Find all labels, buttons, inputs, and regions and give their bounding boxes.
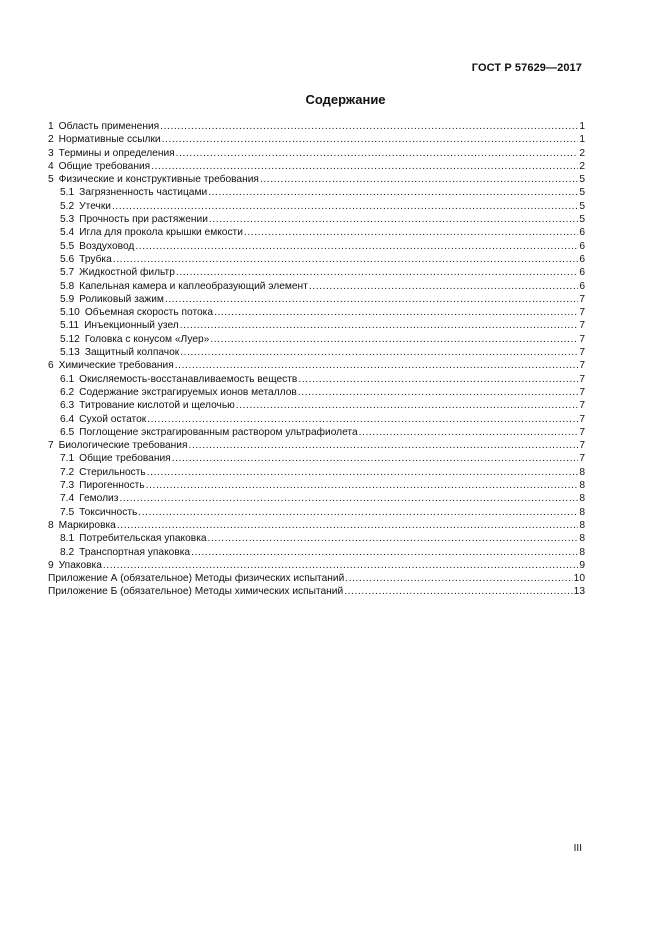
toc-entry[interactable] bbox=[48, 413, 585, 426]
toc-entry[interactable] bbox=[48, 319, 585, 332]
toc-entry-number: 5.10 bbox=[60, 307, 80, 319]
toc-dot-leader bbox=[165, 293, 578, 306]
toc-entry[interactable] bbox=[48, 479, 585, 492]
toc-entry-number: 5.6 bbox=[60, 253, 75, 265]
toc-entry[interactable] bbox=[48, 466, 585, 479]
toc-dot-leader bbox=[172, 452, 578, 465]
toc-entry-title: Трубка bbox=[79, 253, 112, 265]
toc-dot-leader bbox=[244, 226, 578, 239]
toc-entry-number: 5.2 bbox=[60, 200, 75, 212]
toc-dot-leader bbox=[146, 479, 578, 492]
toc-entry-title: Капельная камера и каплеобразующий элемент bbox=[79, 280, 308, 292]
toc-entry[interactable] bbox=[48, 253, 585, 266]
toc-entry-number: 7.5 bbox=[60, 506, 75, 518]
toc-entry-number: 7.4 bbox=[60, 493, 75, 505]
toc-dot-leader bbox=[208, 186, 578, 199]
toc-dot-leader bbox=[103, 559, 578, 572]
toc-entry-number: 5.5 bbox=[60, 240, 75, 252]
toc-entry-number: 9 bbox=[48, 559, 54, 571]
toc-entry-page: 7 bbox=[579, 307, 585, 319]
toc-entry-page: 10 bbox=[573, 573, 585, 585]
toc-entry-title: Упаковка bbox=[58, 559, 102, 571]
toc-entry-page: 7 bbox=[579, 426, 585, 438]
toc-dot-leader bbox=[119, 492, 578, 505]
toc-entry-page: 6 bbox=[579, 280, 585, 292]
toc-dot-leader bbox=[151, 160, 578, 173]
toc-entry-title: Пирогенность bbox=[79, 480, 145, 492]
toc-entry-page: 7 bbox=[579, 333, 585, 345]
toc-entry-title: Сухой остаток bbox=[79, 413, 147, 425]
toc-entry-page: 5 bbox=[579, 200, 585, 212]
toc-entry[interactable] bbox=[48, 200, 585, 213]
toc-entry-number: 8.1 bbox=[60, 533, 75, 545]
toc-entry[interactable] bbox=[48, 439, 585, 452]
toc-entry-title: Область применения bbox=[58, 121, 160, 132]
toc-entry-number: 6.2 bbox=[60, 386, 75, 398]
toc-entry-title: Окисляемость-восстанавливаемость веществ bbox=[79, 373, 298, 385]
toc-dot-leader bbox=[180, 346, 578, 359]
toc-dot-leader bbox=[298, 373, 578, 386]
toc-entry-page: 6 bbox=[579, 267, 585, 279]
toc-dot-leader bbox=[160, 120, 578, 133]
toc-entry[interactable] bbox=[48, 359, 585, 372]
toc-entry-title: Объемная скорость потока bbox=[84, 307, 214, 319]
toc-entry-number: 5.11 bbox=[60, 320, 80, 332]
toc-entry[interactable] bbox=[48, 386, 585, 399]
toc-entry[interactable] bbox=[48, 572, 585, 585]
toc-entry-title: Физические и конструктивные требования bbox=[58, 174, 259, 186]
toc-entry-page: 5 bbox=[579, 214, 585, 226]
toc-dot-leader bbox=[175, 359, 578, 372]
toc-entry-number: 5.4 bbox=[60, 227, 75, 239]
toc-entry-page: 7 bbox=[579, 413, 585, 425]
toc-entry[interactable] bbox=[48, 133, 585, 146]
toc-entry[interactable] bbox=[48, 532, 585, 545]
toc-dot-leader bbox=[162, 133, 578, 146]
toc-entry-title: Биологические требования bbox=[58, 440, 188, 452]
toc-entry-title: Приложение А (обязательное) Методы физических испытаний bbox=[48, 573, 345, 585]
toc-entry-page: 1 bbox=[579, 134, 585, 146]
toc-entry-number: 4 bbox=[48, 160, 54, 172]
toc-entry-page: 7 bbox=[579, 293, 585, 305]
toc-entry-number: 5.13 bbox=[60, 347, 80, 359]
toc-entry-number: 6 bbox=[48, 360, 54, 372]
toc-entry-title: Общие требования bbox=[58, 160, 151, 172]
toc-entry-number: 6.4 bbox=[60, 413, 75, 425]
toc-dot-leader bbox=[260, 173, 578, 186]
toc-entry-title: Общие требования bbox=[79, 453, 171, 465]
toc-entry-title: Стерильность bbox=[79, 466, 146, 478]
toc-entry-title: Химические требования bbox=[58, 360, 174, 372]
toc-entry-title: Жидкостной фильтр bbox=[79, 267, 175, 279]
toc-entry-page: 8 bbox=[579, 466, 585, 478]
toc-entry-title: Титрование кислотой и щелочью bbox=[79, 400, 235, 412]
toc-entry-title: Потребительская упаковка bbox=[79, 533, 207, 545]
toc-entry[interactable] bbox=[48, 546, 585, 559]
toc-entry-page: 8 bbox=[579, 506, 585, 518]
toc-entry-number: 5.12 bbox=[60, 333, 80, 345]
toc-entry-title: Головка с конусом «Луер» bbox=[84, 333, 210, 345]
toc-entry[interactable] bbox=[48, 226, 585, 239]
toc-dot-leader bbox=[191, 546, 578, 559]
toc-entry-page: 5 bbox=[579, 187, 585, 199]
toc-entry[interactable] bbox=[48, 147, 585, 160]
toc-entry-page: 1 bbox=[579, 121, 585, 132]
toc-entry-page: 8 bbox=[579, 533, 585, 545]
toc-dot-leader bbox=[112, 200, 578, 213]
toc-entry-page: 13 bbox=[573, 586, 585, 598]
toc-entry[interactable] bbox=[48, 213, 585, 226]
toc-entry-number: 6.3 bbox=[60, 400, 75, 412]
toc-dot-leader bbox=[138, 506, 578, 519]
toc-dot-leader bbox=[210, 333, 578, 346]
toc-entry-page: 7 bbox=[579, 373, 585, 385]
toc-entry-title: Роликовый зажим bbox=[79, 293, 164, 305]
toc-entry-page: 7 bbox=[579, 347, 585, 359]
toc-entry[interactable] bbox=[48, 173, 585, 186]
toc-entry-title: Игла для прокола крышки емкости bbox=[79, 227, 243, 239]
toc-entry-page: 7 bbox=[579, 320, 585, 332]
toc-entry-title: Термины и определения bbox=[58, 147, 175, 159]
toc-entry-number: 5.3 bbox=[60, 214, 75, 226]
toc-entry[interactable] bbox=[48, 559, 585, 572]
toc-entry[interactable] bbox=[48, 306, 585, 319]
toc-entry-number: 5.8 bbox=[60, 280, 75, 292]
toc-entry-title: Содержание экстрагируемых ионов металлов bbox=[79, 386, 297, 398]
toc-entry-title: Инъекционный узел bbox=[84, 320, 179, 332]
toc-dot-leader bbox=[176, 266, 578, 279]
toc-dot-leader bbox=[214, 306, 578, 319]
toc-entry-number: 8.2 bbox=[60, 546, 75, 558]
toc-entry[interactable] bbox=[48, 506, 585, 519]
toc-entry-number: 7.3 bbox=[60, 480, 75, 492]
toc-dot-leader bbox=[344, 585, 572, 598]
toc-dot-leader bbox=[147, 466, 578, 479]
toc-entry-title: Приложение Б (обязательное) Методы химических испытаний bbox=[48, 586, 344, 598]
toc-entry-number: 5.7 bbox=[60, 267, 75, 279]
toc-dot-leader bbox=[209, 213, 578, 226]
toc-entry-page: 2 bbox=[579, 147, 585, 159]
toc-dot-leader bbox=[135, 240, 578, 253]
toc-dot-leader bbox=[236, 399, 578, 412]
toc-entry[interactable] bbox=[48, 373, 585, 386]
toc-entry-number: 5 bbox=[48, 174, 54, 186]
toc-dot-leader bbox=[117, 519, 578, 532]
toc-entry-title: Поглощение экстрагированным раствором ультрафиолета bbox=[79, 426, 358, 438]
toc-entry-number: 6.1 bbox=[60, 373, 75, 385]
toc-dot-leader bbox=[176, 147, 578, 160]
toc-dot-leader bbox=[298, 386, 578, 399]
toc-entry-page: 2 bbox=[579, 160, 585, 172]
toc-entry-page: 5 bbox=[579, 174, 585, 186]
toc-entry[interactable] bbox=[48, 399, 585, 412]
toc-entry[interactable] bbox=[48, 333, 585, 346]
toc-entry-title: Токсичность bbox=[79, 506, 138, 518]
toc-dot-leader bbox=[359, 426, 578, 439]
toc-dot-leader bbox=[309, 280, 578, 293]
toc-entry-number: 3 bbox=[48, 147, 54, 159]
toc-entry-page: 7 bbox=[579, 440, 585, 452]
toc-entry-number: 1 bbox=[48, 121, 54, 132]
toc-entry-number: 5.1 bbox=[60, 187, 75, 199]
toc-entry-page: 7 bbox=[579, 386, 585, 398]
toc-entry-page: 6 bbox=[579, 240, 585, 252]
toc-dot-leader bbox=[345, 572, 572, 585]
toc-entry[interactable] bbox=[48, 160, 585, 173]
toc-entry[interactable] bbox=[48, 120, 585, 133]
toc-entry[interactable] bbox=[48, 346, 585, 359]
toc-entry[interactable] bbox=[48, 240, 585, 253]
toc-entry-number: 7 bbox=[48, 440, 54, 452]
toc-entry[interactable] bbox=[48, 519, 585, 532]
toc-entry[interactable] bbox=[48, 266, 585, 279]
toc-entry[interactable] bbox=[48, 293, 585, 306]
toc-entry-page: 9 bbox=[579, 559, 585, 571]
toc-entry-title: Загрязненность частицами bbox=[79, 187, 208, 199]
toc-entry-page: 8 bbox=[579, 480, 585, 492]
toc-entry-title: Маркировка bbox=[58, 519, 116, 531]
toc-entry[interactable] bbox=[48, 426, 585, 439]
document-code: ГОСТ Р 57629—2017 bbox=[471, 62, 582, 74]
toc-dot-leader bbox=[180, 319, 578, 332]
page-number: III bbox=[573, 843, 582, 854]
toc-entry-page: 6 bbox=[579, 253, 585, 265]
toc-entry-page: 7 bbox=[579, 453, 585, 465]
toc-entry[interactable] bbox=[48, 280, 585, 293]
toc-entry-title: Прочность при растяжении bbox=[79, 214, 208, 226]
toc-title: Содержание bbox=[305, 92, 386, 107]
toc-entry-page: 7 bbox=[579, 400, 585, 412]
toc-entry-page: 8 bbox=[579, 493, 585, 505]
toc-entry-page: 7 bbox=[579, 360, 585, 372]
toc-entry-page: 8 bbox=[579, 546, 585, 558]
table-of-contents bbox=[48, 120, 585, 599]
toc-entry[interactable] bbox=[48, 492, 585, 505]
toc-entry-title: Защитный колпачок bbox=[84, 347, 180, 359]
toc-entry-number: 6.5 bbox=[60, 426, 75, 438]
toc-dot-leader bbox=[113, 253, 578, 266]
toc-entry-number: 7.2 bbox=[60, 466, 75, 478]
toc-entry[interactable] bbox=[48, 452, 585, 465]
toc-entry-title: Транспортная упаковка bbox=[79, 546, 191, 558]
toc-entry-title: Гемолиз bbox=[79, 493, 119, 505]
toc-entry-title: Нормативные ссылки bbox=[58, 134, 161, 146]
toc-entry-title: Воздуховод bbox=[79, 240, 135, 252]
toc-dot-leader bbox=[208, 532, 578, 545]
toc-entry-number: 8 bbox=[48, 519, 54, 531]
toc-entry-page: 8 bbox=[579, 519, 585, 531]
toc-entry-number: 7.1 bbox=[60, 453, 75, 465]
toc-entry-title: Утечки bbox=[79, 200, 111, 212]
toc-entry[interactable] bbox=[48, 186, 585, 199]
toc-dot-leader bbox=[189, 439, 578, 452]
toc-dot-leader bbox=[147, 413, 578, 426]
toc-entry[interactable] bbox=[48, 585, 585, 598]
toc-entry-page: 6 bbox=[579, 227, 585, 239]
toc-entry-number: 2 bbox=[48, 134, 54, 146]
toc-entry-number: 5.9 bbox=[60, 293, 75, 305]
